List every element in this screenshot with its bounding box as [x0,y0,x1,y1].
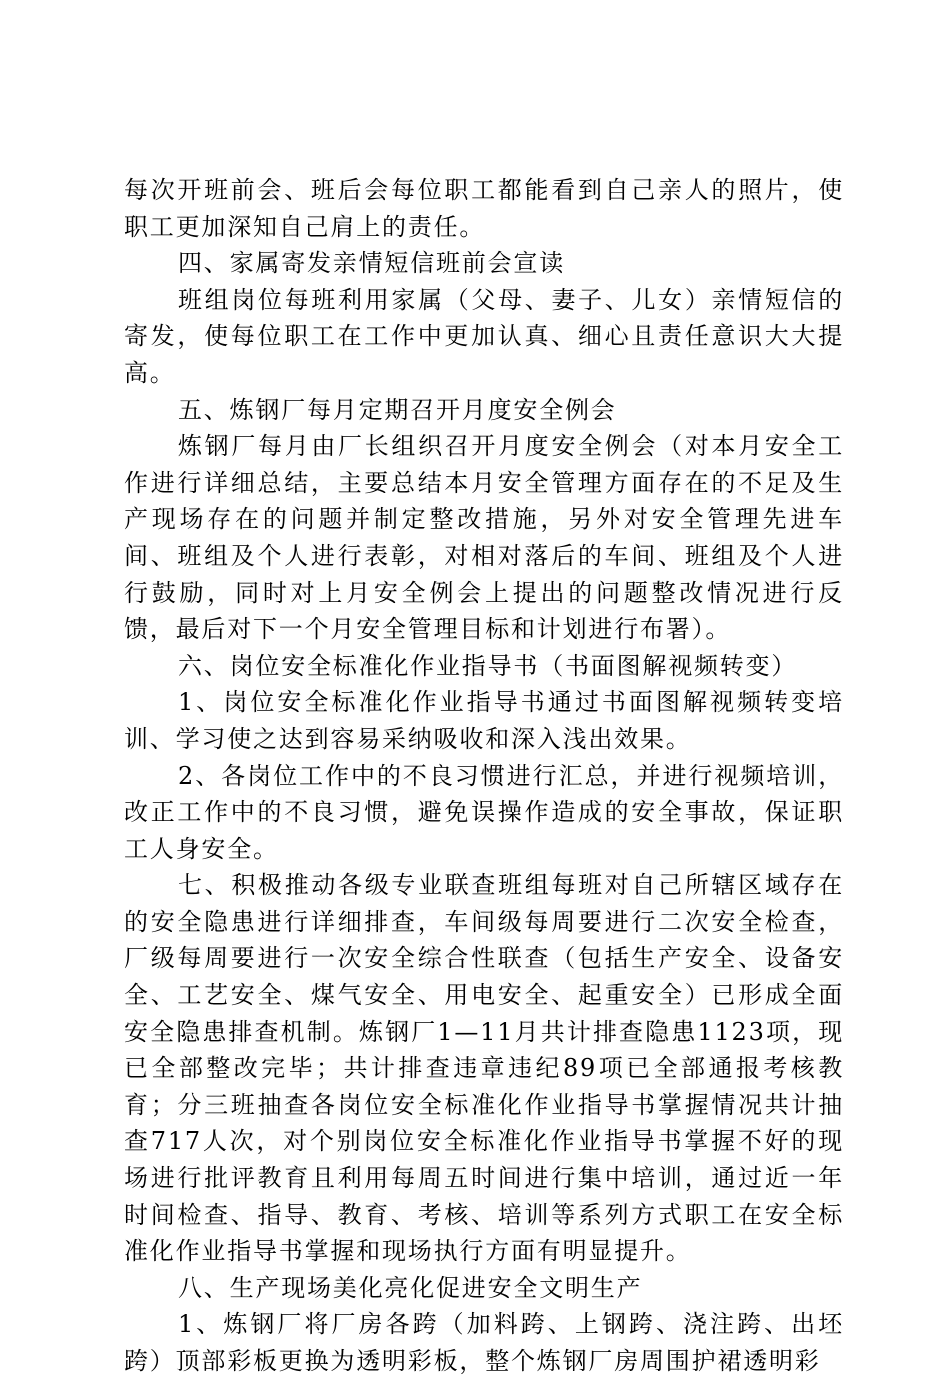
paragraph-3: 炼钢厂每月由厂长组织召开月度安全例会（对本月安全工作进行详细总结，主要总结本月安全管理方面存在的不足及生产现场存在的问题并制定整改措施，另外对安全管理先进车间、班组及个人进行表彰，对相对落后的车间、班组及个人进行鼓励，同时对上月安全例会上提出的问题整改情况进行反馈，最后对下一个月安全管理目标和计划进行布署）。 [124,432,844,644]
list-item-6-2: 2、各岗位工作中的不良习惯进行汇总，并进行视频培训，改正工作中的不良习惯，避免误操作造成的安全事故，保证职工人身安全。 [124,761,844,863]
document-body [124,172,844,1380]
list-item-6-1: 1、岗位安全标准化作业指导书通过书面图解视频转变培训、学习使之达到容易采纳吸收和深入浅出效果。 [124,688,844,753]
section-heading-4: 四、家属寄发亲情短信班前会宣读 [178,249,565,278]
list-item-8-1: 1、炼钢厂将厂房各跨（加料跨、上钢跨、浇注跨、出坯跨）顶部彩板更换为透明彩板，整个炼钢厂房周围护裙透明彩 [124,1310,844,1375]
paragraph-1: 每次开班前会、班后会每位职工都能看到自己亲人的照片，使职工更加深知自己肩上的责任。 [124,176,844,241]
paragraph-2: 班组岗位每班利用家属（父母、妻子、儿女）亲情短信的寄发，使每位职工在工作中更加认真、细心且责任意识大大提高。 [124,285,844,387]
section-7-paragraph: 七、积极推动各级专业联查班组每班对自己所辖区域存在的安全隐患进行详细排查，车间级每周要进行二次安全检查，厂级每周要进行一次安全综合性联查（包括生产安全、设备安全、工艺安全、煤气安全、用电安全、起重安全）已形成全面安全隐患排查机制。炼钢厂1—11月共计排查隐患1123项，现已全部整改完毕；共计排查违章违纪89项已全部通报考核教育；分三班抽查各岗位安全标准化作业指导书掌握情况共计抽查717人次，对个别岗位安全标准化作业指导书掌握不好的现场进行批评教育且利用每周五时间进行集中培训，通过近一年时间检查、指导、教育、考核、培训等系列方式职工在安全标准化作业指导书掌握和现场执行方面有明显提升。 [124,871,844,1266]
section-heading-5: 五、炼钢厂每月定期召开月度安全例会 [178,395,617,424]
section-heading-8: 八、生产现场美化亮化促进安全文明生产 [178,1273,643,1302]
section-heading-6: 六、岗位安全标准化作业指导书（书面图解视频转变） [178,651,798,680]
